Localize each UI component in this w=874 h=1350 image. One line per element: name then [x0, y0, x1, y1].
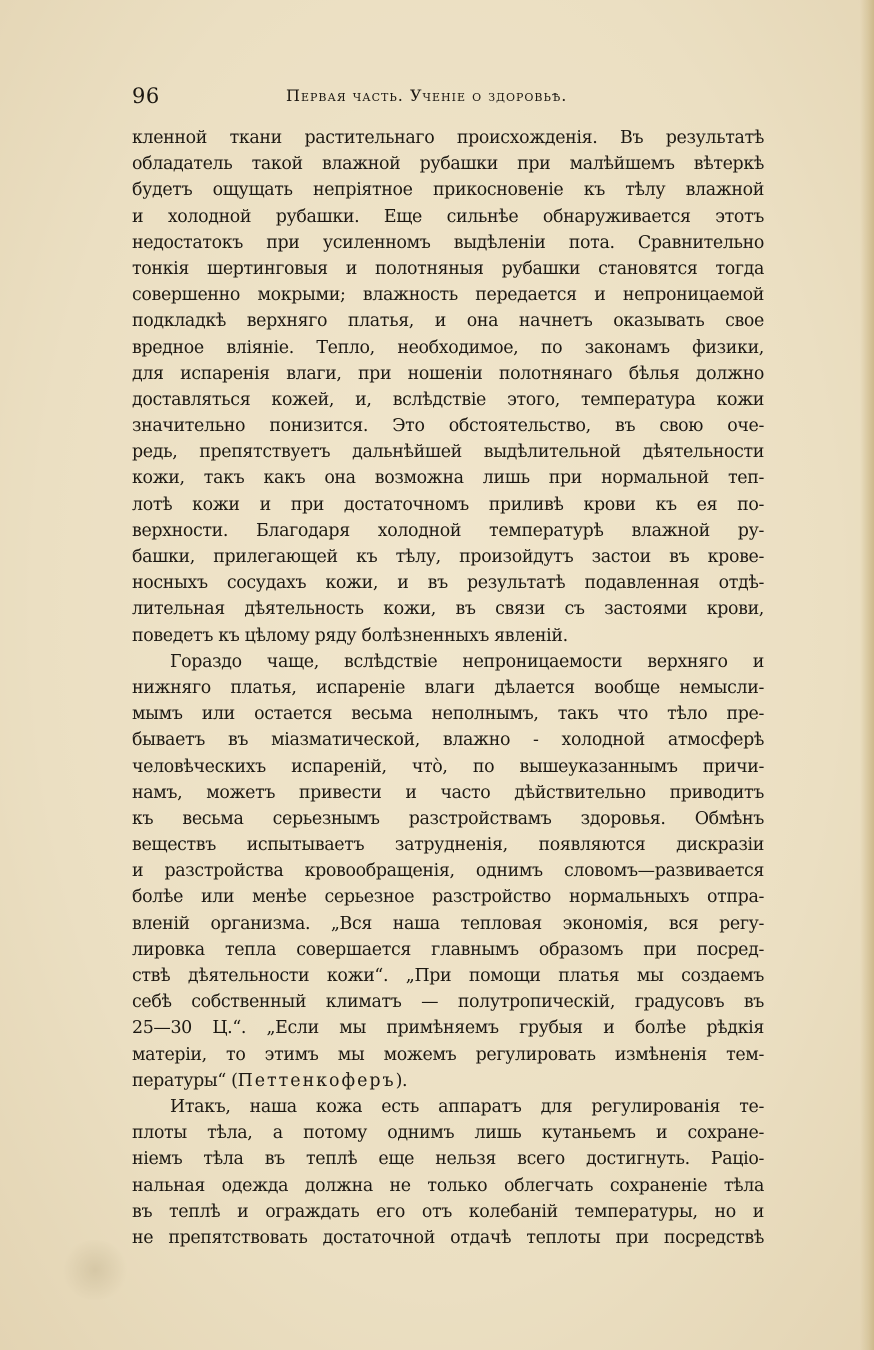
text-line: подкладкѣ верхняго платья, и она начнетъ оказывать свое: [132, 311, 764, 332]
author-name: Петтенкоферъ: [237, 1070, 396, 1091]
text-line: кленной ткани растительнаго происхожденія. Въ результатѣ: [132, 128, 764, 148]
text-fragment: пературы“ (: [132, 1070, 238, 1091]
text-fragment: ).: [395, 1070, 408, 1091]
text-line: башки, прилегающей къ тѣлу, произойдутъ застои въ крове-: [132, 547, 764, 567]
text-line: будетъ ощущать непріятное прикосновеніе къ тѣлу влажной: [132, 180, 764, 201]
text-line: и разстройства кровообращенія, однимъ словомъ—развивается: [132, 861, 764, 882]
text-line: лительная дѣятельность кожи, въ связи съ застоями крови,: [132, 599, 764, 620]
running-head: Первая часть. Ученіе о здоровьѣ.: [286, 86, 568, 105]
text-line: недостатокъ при усиленномъ выдѣленіи пота. Сравнительно: [132, 232, 764, 253]
text-line: бываетъ въ міазматической, влажно - холодной атмосферѣ: [132, 730, 764, 751]
text-line: въ теплѣ и ограждать его отъ колебаній температуры, но и: [132, 1201, 764, 1222]
text-line: Итакъ, наша кожа есть аппаратъ для регулированія те-: [170, 1096, 764, 1117]
text-line: мымъ или остается весьма неполнымъ, такъ что тѣло пре-: [132, 704, 764, 725]
text-line: Гораздо чаще, вслѣдствіе непроницаемости верхняго и: [170, 651, 764, 672]
text-line: плоты тѣла, а потому однимъ лишь кутаньемъ и сохране-: [132, 1123, 764, 1144]
text-line: къ весьма серьезнымъ разстройствамъ здоровья. Обмѣнъ: [132, 808, 764, 829]
text-line: лотѣ кожи и при достаточномъ приливѣ крови къ ея по-: [132, 494, 764, 515]
text-line: намъ, можетъ привести и часто дѣйствительно приводитъ: [132, 782, 764, 803]
page-edge-shadow: [860, 0, 874, 1350]
page-header: [132, 84, 762, 112]
text-line: лировка тепла совершается главнымъ образомъ при посред-: [132, 939, 764, 960]
text-line: 25—30 Ц.“. „Если мы примѣняемъ грубыя и болѣе рѣдкія: [132, 1018, 764, 1039]
body-text: [132, 125, 764, 1251]
text-line: носныхъ сосудахъ кожи, и въ результатѣ подавленная отдѣ-: [132, 573, 764, 594]
text-line: веществъ испытываетъ затрудненія, появляются дискразіи: [132, 835, 764, 856]
paper-stain: [60, 1240, 130, 1300]
text-line: матеріи, то этимъ мы можемъ регулировать измѣненія тем-: [132, 1044, 764, 1065]
text-line: редь, препятствуетъ дальнѣйшей выдѣлительной дѣятельности: [132, 442, 764, 463]
text-line: [132, 1068, 764, 1094]
text-line: человѣческихъ испареній, что̀, по вышеуказаннымъ причи-: [132, 756, 764, 777]
text-line: ствѣ дѣятельности кожи“. „При помощи платья мы создаемъ: [132, 966, 764, 986]
text-line: и холодной рубашки. Еще сильнѣе обнаруживается этотъ: [132, 206, 764, 227]
text-line: нижняго платья, испареніе влаги дѣлается вообще немысли-: [132, 677, 764, 698]
text-line: доставляться кожей, и, вслѣдствіе этого, температура кожи: [132, 389, 764, 410]
text-line: для испаренія влаги, при ношеніи полотнянаго бѣлья должно: [132, 363, 764, 384]
text-line: обладатель такой влажной рубашки при малѣйшемъ вѣтеркѣ: [132, 154, 764, 175]
text-line: вленій организма. „Вся наша тепловая экономія, вся регу-: [132, 913, 764, 934]
text-line: совершенно мокрыми; влажность передается и непроницаемой: [132, 285, 764, 306]
text-line: значительно понизится. Это обстоятельство, въ свою оче-: [132, 416, 764, 437]
text-line: кожи, такъ какъ она возможна лишь при нормальной теп-: [132, 468, 764, 489]
page-number: 96: [132, 84, 160, 108]
text-line: верхности. Благодаря холодной температурѣ влажной ру-: [132, 520, 764, 541]
text-line: болѣе или менѣе серьезное разстройство нормальныхъ отпра-: [132, 887, 764, 908]
text-line: нальная одежда должна не только облегчать сохраненіе тѣла: [132, 1175, 764, 1196]
text-line: поведетъ къ цѣлому ряду болѣзненныхъ явленій.: [132, 625, 568, 646]
text-line: тонкія шертинговыя и полотняныя рубашки становятся тогда: [132, 258, 764, 279]
text-line: не препятствовать достаточной отдачѣ теплоты при посредствѣ: [132, 1227, 764, 1248]
text-line: себѣ собственный климатъ — полутропическій, градусовъ въ: [132, 992, 764, 1013]
text-line: ніемъ тѣла въ теплѣ еще нельзя всего достигнуть. Раціо-: [132, 1149, 764, 1170]
text-line: вредное вліяніе. Тепло, необходимое, по законамъ физики,: [132, 337, 764, 358]
